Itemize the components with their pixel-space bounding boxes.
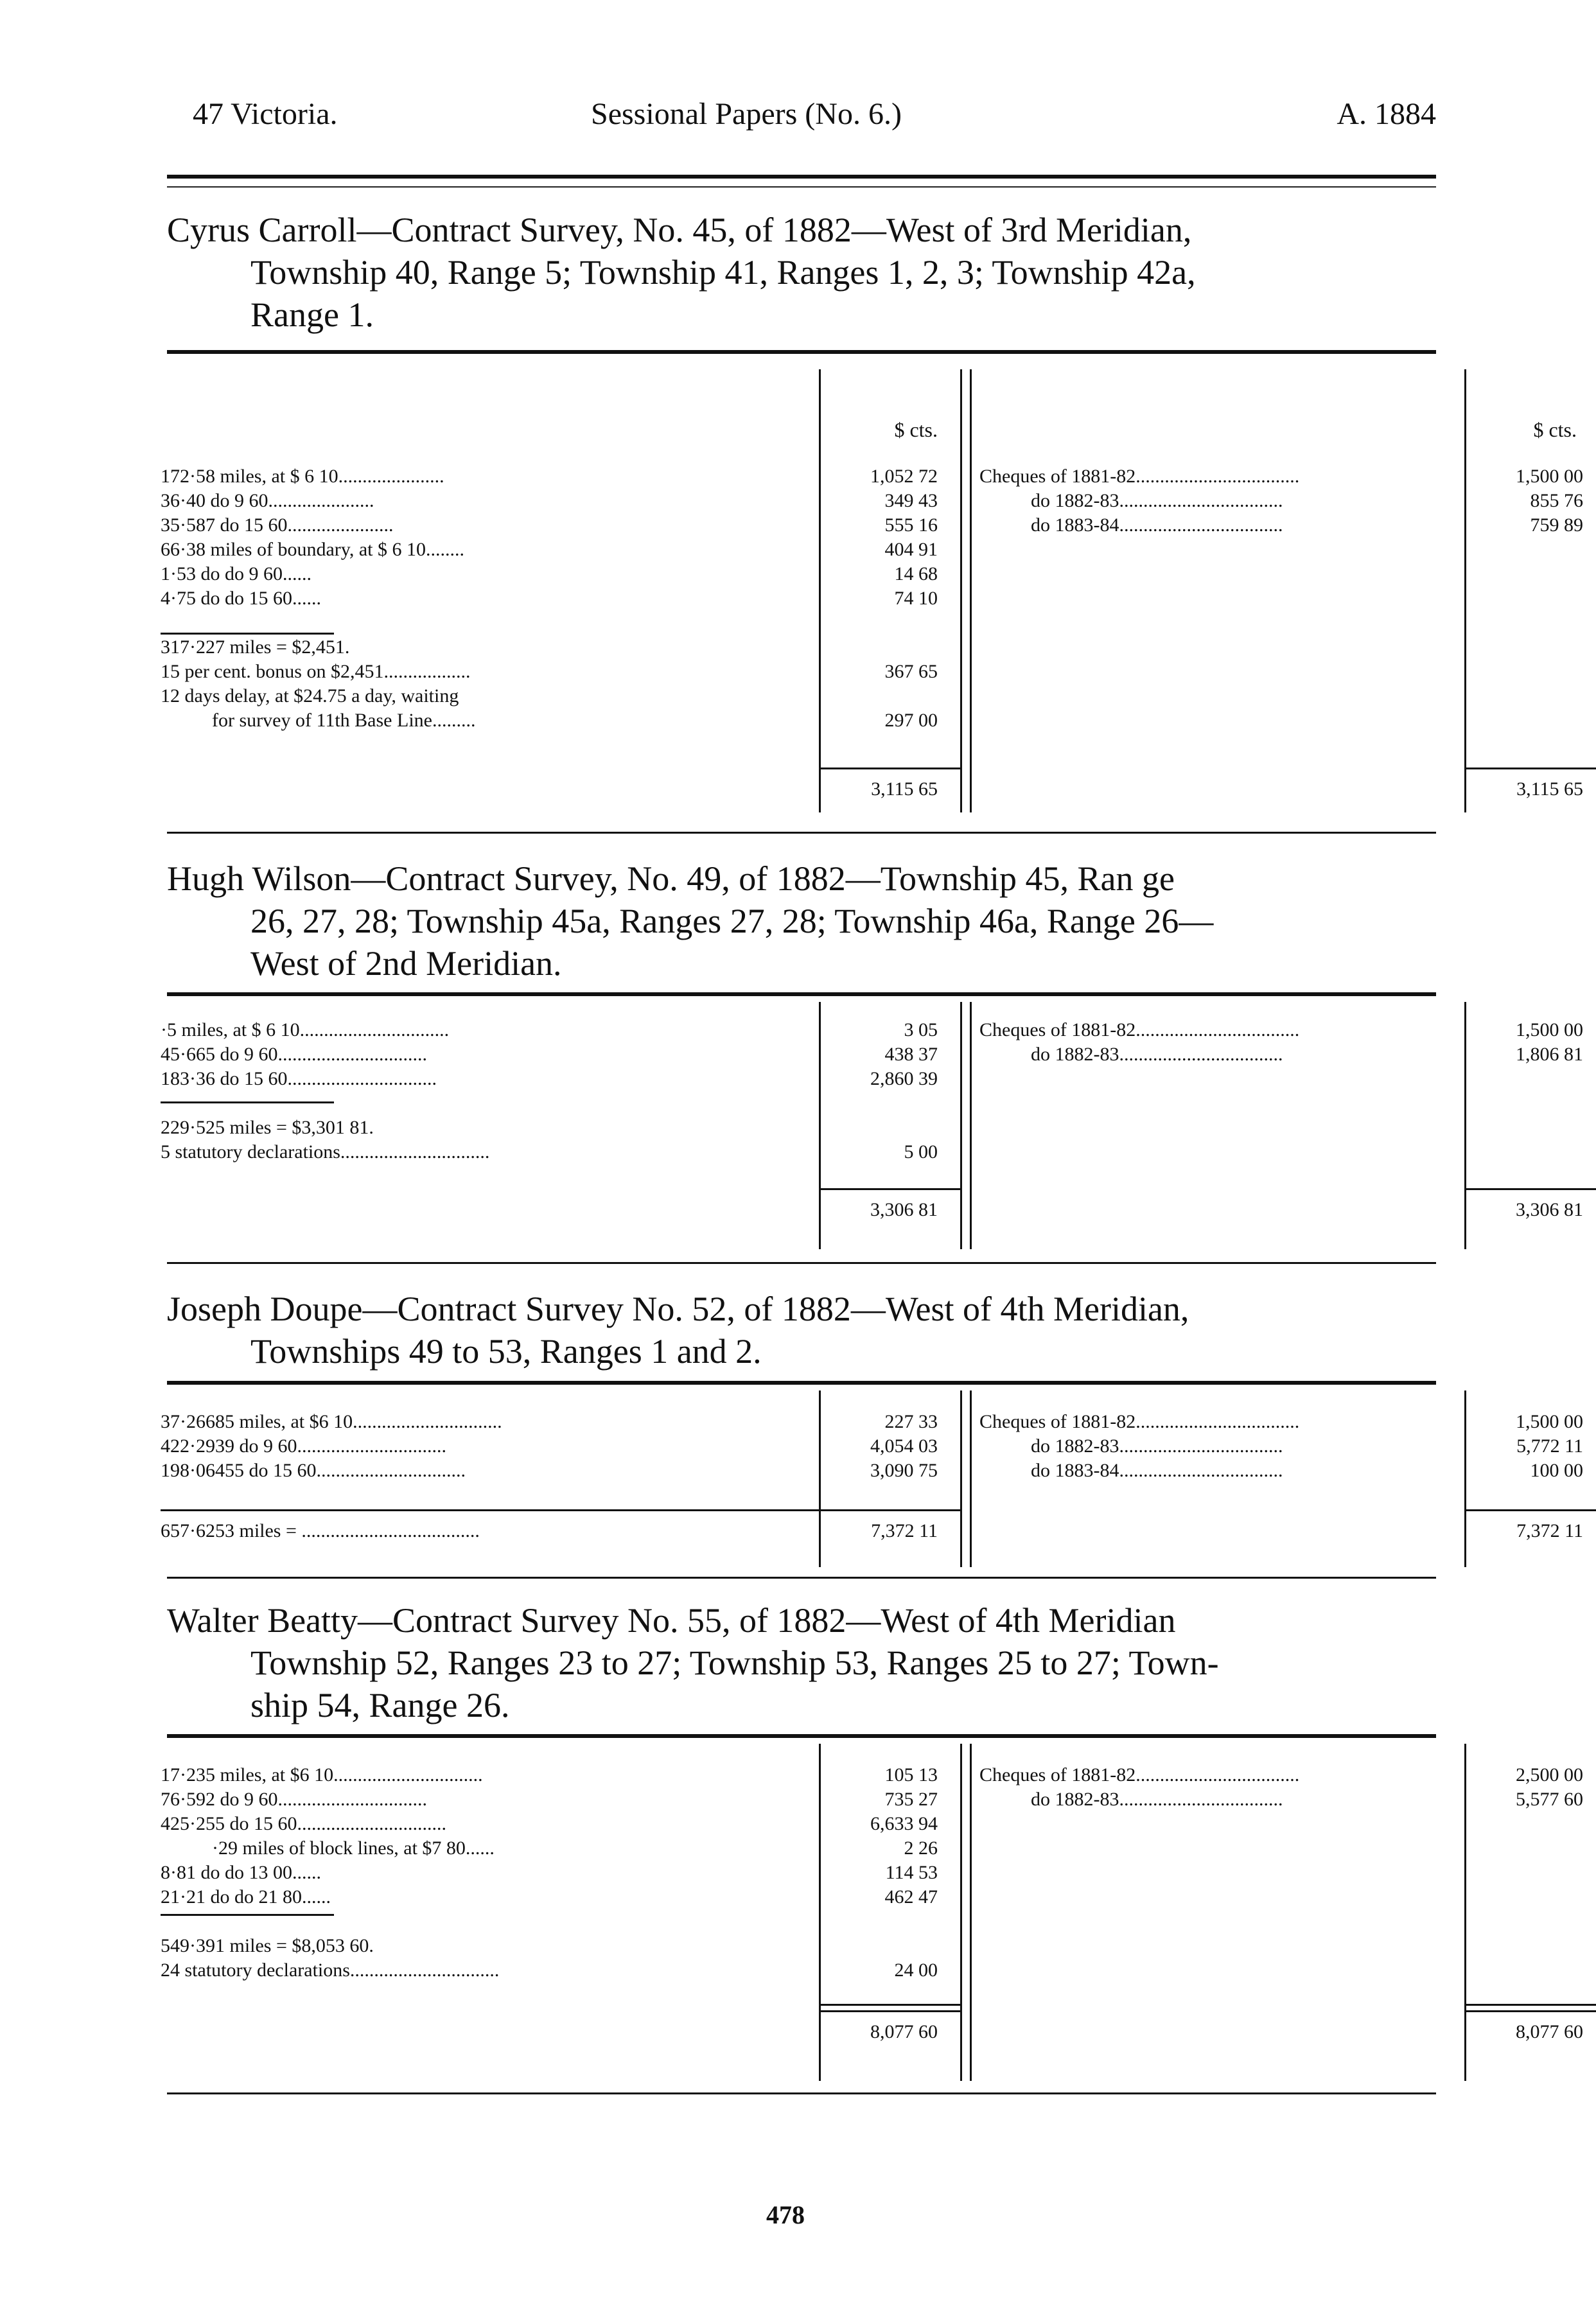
entry-amount: 24 00 — [894, 1960, 938, 1981]
cheque-amount: 1,806 81 — [1516, 1044, 1583, 1065]
entry-text: 229·525 miles = $3,301 81. — [161, 1117, 374, 1138]
entry-amount: 227 33 — [884, 1411, 938, 1432]
entry-text: 66·38 miles of boundary, at $ 6 10........ — [161, 539, 464, 560]
entry-amount: 2,860 39 — [870, 1068, 938, 1089]
entry-amount — [822, 1934, 957, 1958]
entry-text: 12 days delay, at $24.75 a day, waiting — [161, 685, 459, 706]
cheque-amount: 855 76 — [1530, 490, 1583, 511]
entry-amount — [822, 1909, 957, 1934]
heading-line: Range 1. — [250, 295, 374, 334]
total-label: 657·6253 miles = ..................................... — [161, 1520, 480, 1541]
entry-amount: 4,054 03 — [870, 1435, 938, 1457]
entry-text: 8·81 do do 13 00...... — [161, 1862, 321, 1883]
cheque-text: Cheques of 1881-82.................................. — [979, 1019, 1300, 1040]
cheque-amount: 5,772 11 — [1516, 1435, 1583, 1457]
cheque-amount: 759 89 — [1530, 514, 1583, 536]
section-rule — [167, 2092, 1436, 2094]
entry-text: ·29 miles of block lines, at $7 80...... — [212, 1838, 495, 1859]
header-left: 47 Victoria. — [193, 97, 338, 131]
section-rule — [167, 1577, 1436, 1579]
entry-amount: 6,633 94 — [870, 1813, 938, 1834]
entry-text: 5 statutory declarations............................... — [161, 1141, 490, 1162]
entry-text: 35·587 do 15 60...................... — [161, 514, 394, 536]
running-header — [193, 96, 1436, 141]
entry-text: 549·391 miles = $8,053 60. — [161, 1935, 374, 1956]
entry-text: 17·235 miles, at $6 10............................... — [161, 1764, 483, 1785]
entry-text — [161, 1091, 816, 1116]
cheque-text: do 1882-83.................................. — [1031, 1044, 1283, 1065]
entry-text: 4·75 do do 15 60...... — [161, 588, 321, 609]
entry-amount: 367 65 — [884, 661, 938, 682]
cheque-amount: 100 00 — [1530, 1460, 1583, 1481]
column-header: $ cts. — [1533, 418, 1577, 441]
entry-amount: 74 10 — [894, 588, 938, 609]
entry-text — [161, 611, 816, 635]
account-table-4 — [161, 1744, 1583, 2081]
account-table-1 — [161, 369, 1583, 812]
entry-text: 21·21 do do 21 80...... — [161, 1886, 331, 1908]
section-heading-2 — [167, 857, 1436, 985]
cheque-text: do 1883-84.................................. — [1031, 1460, 1283, 1481]
entry-amount: 349 43 — [884, 490, 938, 511]
entry-amount: 404 91 — [884, 539, 938, 560]
heading-line: Joseph Doupe—Contract Survey No. 52, of 1882—West of 4th Meridian, — [167, 1290, 1189, 1328]
column-header: $ cts. — [894, 418, 938, 441]
section-heading-1 — [167, 209, 1436, 336]
section-rule — [167, 1734, 1436, 1738]
heading-line: Walter Beatty—Contract Survey No. 55, of 1882—West of 4th Meridian — [167, 1601, 1176, 1640]
entry-text: ·5 miles, at $ 6 10............................... — [161, 1019, 450, 1040]
entry-text: 422·2939 do 9 60............................... — [161, 1435, 446, 1457]
total-amount: 8,077 60 — [870, 2021, 938, 2042]
cheque-amount: 1,500 00 — [1516, 1411, 1583, 1432]
heading-line: Township 40, Range 5; Township 41, Ranges 1, 2, 3; Township 42a, — [250, 253, 1196, 292]
heading-line: West of 2nd Meridian. — [250, 944, 562, 983]
cheque-amount: 5,577 60 — [1516, 1789, 1583, 1810]
section-rule — [167, 992, 1436, 996]
cheque-text: do 1883-84.................................. — [1031, 514, 1283, 536]
entry-amount: 5 00 — [904, 1141, 938, 1162]
entry-amount: 3,090 75 — [870, 1460, 938, 1481]
heading-line: Hugh Wilson—Contract Survey, No. 49, of 1882—Township 45, Ran ge — [167, 859, 1175, 898]
cheque-text: Cheques of 1881-82.................................. — [979, 1411, 1300, 1432]
entry-text: for survey of 11th Base Line......... — [212, 710, 476, 731]
entry-text: 317·227 miles = $2,451. — [161, 636, 350, 658]
page-number: 478 — [766, 2200, 805, 2229]
total-amount: 7,372 11 — [1516, 1520, 1583, 1541]
heading-line: 26, 27, 28; Township 45a, Ranges 27, 28; Township 46a, Range 26— — [250, 902, 1214, 940]
entry-amount: 1,052 72 — [870, 466, 938, 487]
entry-text: 198·06455 do 15 60............................... — [161, 1460, 466, 1481]
entry-amount: 105 13 — [884, 1764, 938, 1785]
cheque-text: do 1882-83.................................. — [1031, 1435, 1283, 1457]
entry-text: 45·665 do 9 60............................... — [161, 1044, 427, 1065]
total-amount: 3,115 65 — [871, 778, 938, 800]
entry-amount: 462 47 — [884, 1886, 938, 1908]
entry-amount: 3 05 — [904, 1019, 938, 1040]
entry-amount: 438 37 — [884, 1044, 938, 1065]
total-amount: 7,372 11 — [871, 1520, 938, 1541]
account-table-3 — [161, 1390, 1583, 1567]
entry-text: 24 statutory declarations............................... — [161, 1960, 500, 1981]
entry-amount: 555 16 — [884, 514, 938, 536]
header-rule — [167, 175, 1436, 179]
entry-text: 36·40 do 9 60...................... — [161, 490, 374, 511]
entry-text: 172·58 miles, at $ 6 10...................... — [161, 466, 444, 487]
entry-text: 425·255 do 15 60............................... — [161, 1813, 446, 1834]
cheque-text: Cheques of 1881-82.................................. — [979, 466, 1300, 487]
entry-amount: 2 26 — [904, 1838, 938, 1859]
cheque-text: do 1882-83.................................. — [1031, 1789, 1283, 1810]
header-rule-2 — [167, 186, 1436, 188]
total-amount: 3,306 81 — [870, 1199, 938, 1220]
cheque-text: Cheques of 1881-82.................................. — [979, 1764, 1300, 1785]
entry-text: 76·592 do 9 60............................... — [161, 1789, 427, 1810]
cheque-amount: 1,500 00 — [1516, 466, 1583, 487]
entry-amount: 114 53 — [885, 1862, 938, 1883]
section-heading-4 — [167, 1599, 1436, 1726]
cheque-text: do 1882-83.................................. — [1031, 490, 1283, 511]
section-rule — [167, 1381, 1436, 1385]
entry-text: 37·26685 miles, at $6 10............................... — [161, 1411, 502, 1432]
entry-amount: 297 00 — [884, 710, 938, 731]
section-rule — [167, 832, 1436, 834]
entry-amount — [822, 1116, 957, 1140]
entry-amount: 14 68 — [894, 563, 938, 584]
section-rule — [167, 350, 1436, 354]
cheque-amount: 2,500 00 — [1516, 1764, 1583, 1785]
cheque-amount: 1,500 00 — [1516, 1019, 1583, 1040]
entry-amount — [822, 1091, 957, 1116]
heading-line: ship 54, Range 26. — [250, 1686, 510, 1724]
entry-text — [161, 1909, 816, 1934]
total-amount: 3,306 81 — [1516, 1199, 1583, 1220]
total-amount: 3,115 65 — [1516, 778, 1583, 800]
entry-text: 1·53 do do 9 60...... — [161, 563, 311, 584]
header-right: A. 1884 — [1337, 97, 1436, 131]
entry-text: 183·36 do 15 60............................... — [161, 1068, 437, 1089]
entry-amount — [822, 684, 957, 708]
account-table-2 — [161, 1002, 1583, 1249]
heading-line: Townships 49 to 53, Ranges 1 and 2. — [250, 1332, 762, 1371]
entry-amount — [822, 635, 957, 660]
section-rule — [167, 1262, 1436, 1264]
heading-line: Township 52, Ranges 23 to 27; Township 53, Ranges 25 to 27; Town- — [250, 1644, 1219, 1682]
entry-text: 15 per cent. bonus on $2,451.................. — [161, 661, 471, 682]
entry-amount — [822, 611, 957, 635]
heading-line: Cyrus Carroll—Contract Survey, No. 45, of 1882—West of 3rd Meridian, — [167, 211, 1192, 249]
section-heading-3 — [167, 1288, 1436, 1373]
header-center: Sessional Papers (No. 6.) — [591, 97, 902, 131]
total-amount: 8,077 60 — [1516, 2021, 1583, 2042]
entry-amount: 735 27 — [884, 1789, 938, 1810]
